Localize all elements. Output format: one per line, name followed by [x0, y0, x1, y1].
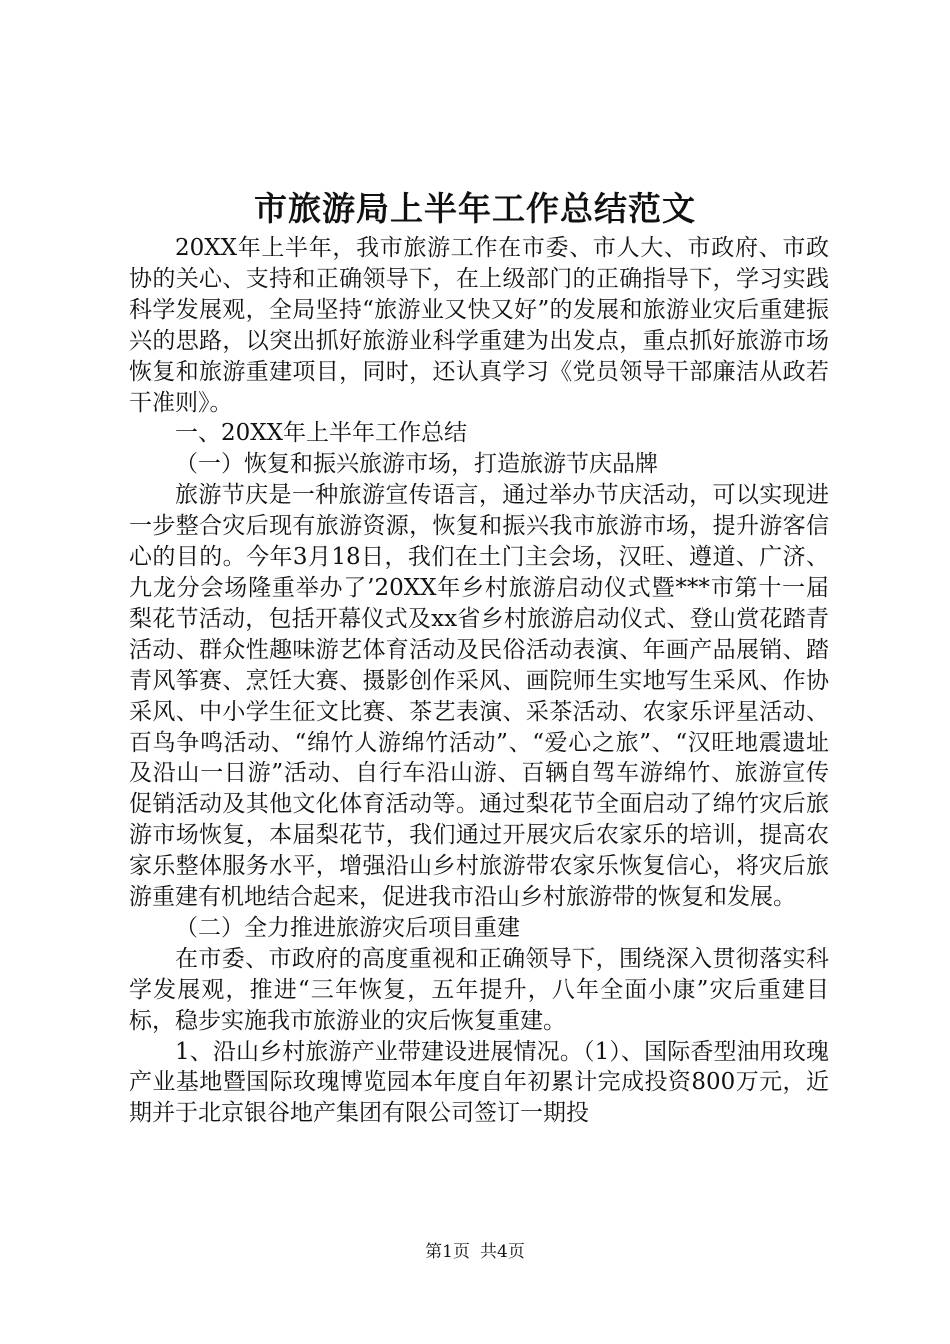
document-title: 市旅游局上半年工作总结范文	[254, 189, 696, 228]
section-heading: 一、20XX年上半年工作总结	[175, 420, 468, 447]
document-body	[129, 233, 829, 1129]
page-number: 第1页	[425, 1242, 470, 1262]
subsection-heading-2: （二）全力推进旅游灾后项目重建	[175, 914, 520, 941]
paragraph-rural-tourism: 1、沿山乡村旅游产业带建设进展情况。（1）、国际香型油用玫瑰产业基地暨国际玫瑰博览园本年度自年初累计完成投资800万元，近期并于北京银谷地产集团有限公司签订一期投	[129, 1038, 829, 1127]
page-footer	[0, 1240, 950, 1264]
paragraph-intro: 20XX年上半年，我市旅游工作在市委、市人大、市政府、市政协的关心、支持和正确领导下，在上级部门的正确指导下，学习实践科学发展观，全局坚持“旅游业又快又好”的发展和旅游业灾后重建振兴的思路，以突出抓好旅游业科学重建为出发点，重点抓好旅游市场恢复和旅游重建项目，同时，还认真学习《党员领导干部廉洁从政若干准则》。	[129, 235, 829, 416]
page-total: 共4页	[480, 1242, 525, 1262]
paragraph-festival: 旅游节庆是一种旅游宣传语言，通过举办节庆活动，可以实现进一步整合灾后现有旅游资源，恢复和振兴我市旅游市场，提升游客信心的目的。今年3月18日，我们在土门主会场，汉旺、遵道、广济、九龙分会场隆重举办了’20XX年乡村旅游启动仪式暨***市第十一届梨花节活动，包括开幕仪式及xx省乡村旅游启动仪式、登山赏花踏青活动、群众性趣味游艺体育活动及民俗活动表演、年画产品展销、踏青风筝赛、烹饪大赛、摄影创作采风、画院师生实地写生采风、作协采风、中小学生征文比赛、茶艺表演、采茶活动、农家乐评星活动、百鸟争鸣活动、“绵竹人游绵竹活动”、“爱心之旅”、“汉旺地震遗址及沿山一日游”活动、自行车沿山游、百辆自驾车游绵竹、旅游宣传促销活动及其他文化体育活动等。通过梨花节全面启动了绵竹灾后旅游市场恢复，本届梨花节，我们通过开展灾后农家乐的培训，提高农家乐整体服务水平，增强沿山乡村旅游带农家乐恢复信心，将灾后旅游重建有机地结合起来，促进我市沿山乡村旅游带的恢复和发展。	[129, 482, 829, 911]
subsection-heading-1: （一）恢复和振兴旅游市场，打造旅游节庆品牌	[175, 451, 658, 478]
paragraph-reconstruction: 在市委、市政府的高度重视和正确领导下，围绕深入贯彻落实科学发展观，推进“三年恢复，五年提升，八年全面小康”灾后重建目标，稳步实施我市旅游业的灾后恢复重建。	[129, 945, 829, 1034]
